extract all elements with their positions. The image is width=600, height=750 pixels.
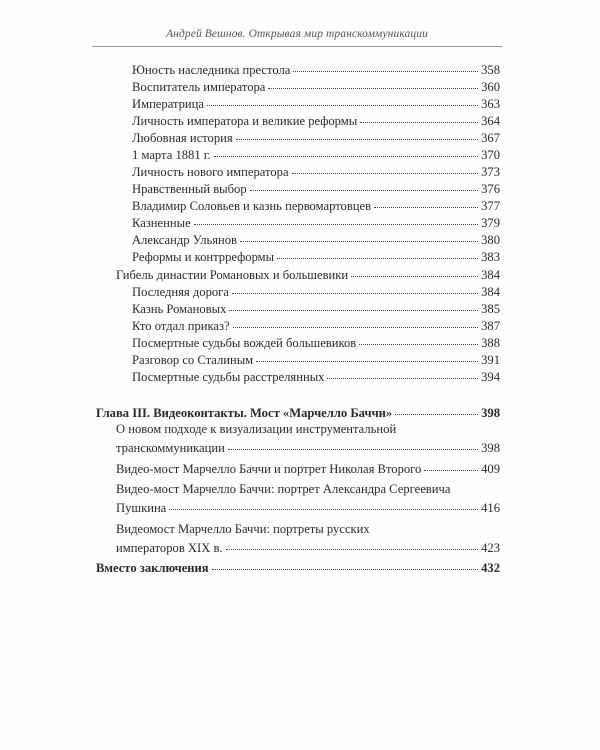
toc-entry-title: Реформы и контрреформы [132,250,275,264]
leader-dots [359,343,478,345]
toc-entry-title: Нравственный выбор [132,182,247,196]
toc-entry-page: 398 [481,406,500,420]
leader-dots [327,377,478,379]
toc-entry-page: 364 [481,114,500,128]
toc-entry-page: 377 [481,199,500,213]
toc-entry[interactable] [116,462,500,476]
toc-entry-title: Вместо заключения [96,561,209,575]
toc-entry-page: 416 [481,501,500,515]
toc-entry[interactable] [132,199,500,213]
toc-entry-page: 409 [481,462,500,476]
toc-entry-page: 384 [481,268,500,282]
toc-entry-page: 383 [481,250,500,264]
toc-entry-title: Казненные [132,216,191,230]
toc-entry-title: Императрица [132,97,204,111]
toc-entry-page: 391 [481,353,500,367]
toc-entry-title: императоров XIX в. [116,541,223,555]
toc-entry-page: 432 [481,561,500,575]
toc-entry-page: 370 [481,148,500,162]
header-rule [92,46,502,47]
toc-entry[interactable] [132,165,500,179]
toc-entry-page: 376 [481,182,500,196]
toc-entry-first-line[interactable]: Видеомост Марчелло Баччи: портреты русских [116,522,370,536]
toc-entry-page: 363 [481,97,500,111]
toc-entry[interactable] [132,148,500,162]
leader-dots [212,568,478,570]
toc-entry-page: 398 [481,441,500,455]
toc-entry-page: 379 [481,216,500,230]
toc-entry[interactable] [132,336,500,350]
toc-entry[interactable] [132,233,500,247]
toc-entry[interactable] [116,441,500,455]
leader-dots [207,104,478,106]
toc-entry-page: 394 [481,370,500,384]
toc-entry-first-line[interactable]: О новом подходе к визуализации инструментальной [116,422,397,436]
leader-dots [351,275,478,277]
toc-entry[interactable] [132,80,500,94]
leader-dots [240,240,478,242]
leader-dots [293,70,478,72]
running-head: Андрей Вешнов. Открывая мир транскоммуникации [166,28,428,40]
toc-entry-page: 360 [481,80,500,94]
toc-entry-page: 380 [481,233,500,247]
leader-dots [424,469,478,471]
toc-entry-page: 388 [481,336,500,350]
leader-dots [277,257,478,259]
toc-entry[interactable] [132,131,500,145]
leader-dots [228,448,478,450]
toc-entry[interactable] [132,370,500,384]
toc-section-entry[interactable] [116,268,500,282]
leader-dots [256,360,478,362]
toc-entry-page: 423 [481,541,500,555]
leader-dots [250,189,478,191]
toc-chapter-entry[interactable] [96,406,500,420]
toc-entry-title: Личность императора и великие реформы [132,114,358,128]
toc-entry[interactable] [132,182,500,196]
toc-entry[interactable] [132,353,500,367]
toc-entry[interactable] [132,114,500,128]
toc-entry[interactable] [132,97,500,111]
toc-entry[interactable] [116,501,500,515]
leader-dots [232,292,478,294]
leader-dots [214,155,478,157]
leader-dots [360,121,478,123]
leader-dots [268,87,478,89]
toc-entry-title: Воспитатель императора [132,80,266,94]
toc-chapter-entry[interactable] [96,561,500,575]
toc-entry-page: 373 [481,165,500,179]
toc-entry-page: 387 [481,319,500,333]
toc-entry[interactable] [132,302,500,316]
toc-entry-title: 1 марта 1881 г. [132,148,211,162]
toc-entry-title: Владимир Соловьев и казнь первомартовцев [132,199,372,213]
leader-dots [169,508,478,510]
toc-entry-title: Кто отдал приказ? [132,319,230,333]
toc-entry-title: Пушкина [116,501,167,515]
leader-dots [395,413,478,415]
toc-entry[interactable] [132,285,500,299]
toc-entry[interactable] [132,319,500,333]
toc-entry-title: транскоммуникации [116,441,225,455]
toc-entry-title: Последняя дорога [132,285,229,299]
toc-entry-title: Разговор со Сталиным [132,353,254,367]
toc-entry-page: 385 [481,302,500,316]
toc-entry-page: 358 [481,63,500,77]
toc-entry[interactable] [132,250,500,264]
leader-dots [226,548,479,550]
toc-entry[interactable] [116,541,500,555]
toc-entry-title: Посмертные судьбы расстрелянных [132,370,325,384]
leader-dots [194,223,478,225]
toc-entry-title: Посмертные судьбы вождей большевиков [132,336,357,350]
leader-dots [292,172,479,174]
toc-entry-title: Гибель династии Романовых и большевики [116,268,349,282]
leader-dots [236,138,478,140]
toc-entry-title: Любовная история [132,131,233,145]
toc-entry[interactable] [132,63,500,77]
toc-entry-page: 367 [481,131,500,145]
toc-entry-first-line[interactable]: Видео-мост Марчелло Баччи: портрет Александра Сергеевича [116,482,451,496]
leader-dots [374,206,478,208]
toc-entry-page: 384 [481,285,500,299]
leader-dots [233,326,479,328]
toc-entry-title: Глава III. Видеоконтакты. Мост «Марчелло Баччи» [96,406,393,420]
toc-entry-title: Личность нового императора [132,165,289,179]
toc-entry[interactable] [132,216,500,230]
leader-dots [229,309,478,311]
toc-entry-title: Казнь Романовых [132,302,227,316]
toc-entry-title: Юность наследника престола [132,63,291,77]
toc-entry-title: Видео-мост Марчелло Баччи и портрет Николая Второго [116,462,422,476]
toc-entry-title: Александр Ульянов [132,233,237,247]
